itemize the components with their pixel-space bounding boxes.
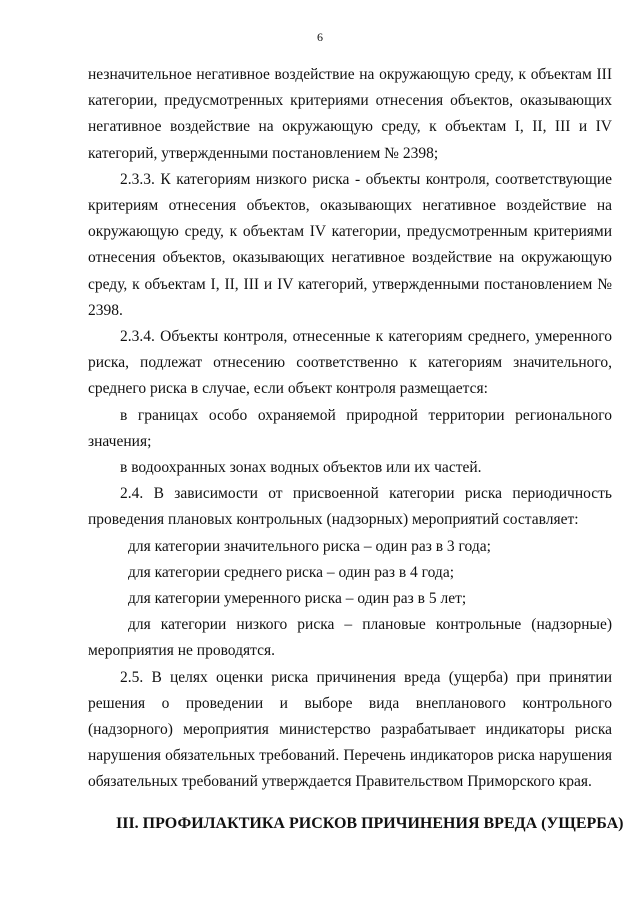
paragraph-2-3-4: 2.3.4. Объекты контроля, отнесенные к категориям среднего, умеренного риска, подлежат отнесению соответственно к категориям значительного, среднего риска в случае, если объект контроля размещается:	[88, 328, 612, 398]
document-body	[88, 62, 612, 796]
paragraph-2-3-3: 2.3.3. К категориям низкого риска - объекты контроля, соответствующие критериям отнесения объектов, оказывающих негативное воздействие на окружающую среду, к объектам IV категории, предусмотренным критериями отнесения объектов, оказывающих негативное воздействие на окружающую среду, к объектам I, II, III и IV категорий, утвержденными постановлением № 2398.	[88, 170, 612, 319]
page-number: 6	[317, 30, 323, 44]
paragraph-continuation: незначительное негативное воздействие на окружающую среду, к объектам III категории, предусмотренных критериями отнесения объектов, оказывающих негативное воздействие на окружающую среду, к объектам I, II, III и IV категорий, утвержденными постановлением № 2398;	[88, 66, 612, 162]
list-item-significant-risk: для категории значительного риска – один раз в 3 года;	[128, 537, 491, 555]
paragraph-2-4: 2.4. В зависимости от присвоенной категории риска периодичность проведения плановых контрольных (надзорных) мероприятий составляет:	[88, 485, 612, 529]
section-heading: III. ПРОФИЛАКТИКА РИСКОВ ПРИЧИНЕНИЯ ВРЕДА (УЩЕРБА)	[116, 815, 624, 832]
list-item-protected-territory: в границах особо охраняемой природной территории регионального значения;	[88, 406, 612, 450]
list-item-moderate-risk: для категории умеренного риска – один раз в 5 лет;	[128, 590, 467, 608]
list-item-water-protection-zones: в водоохранных зонах водных объектов или их частей.	[120, 459, 482, 477]
paragraph-2-5: 2.5. В целях оценки риска причинения вреда (ущерба) при принятии решения о проведении и выборе вида внепланового контрольного (надзорного) мероприятия министерство разрабатывает индикаторы риска нарушения обязательных требований. Перечень индикаторов риска нарушения обязательных требований утверждается Правительством Приморского края.	[88, 668, 612, 791]
list-item-low-risk: для категории низкого риска – плановые контрольные (надзорные) мероприятия не проводятся.	[88, 616, 612, 660]
list-item-medium-risk: для категории среднего риска – один раз в 4 года;	[128, 563, 454, 581]
